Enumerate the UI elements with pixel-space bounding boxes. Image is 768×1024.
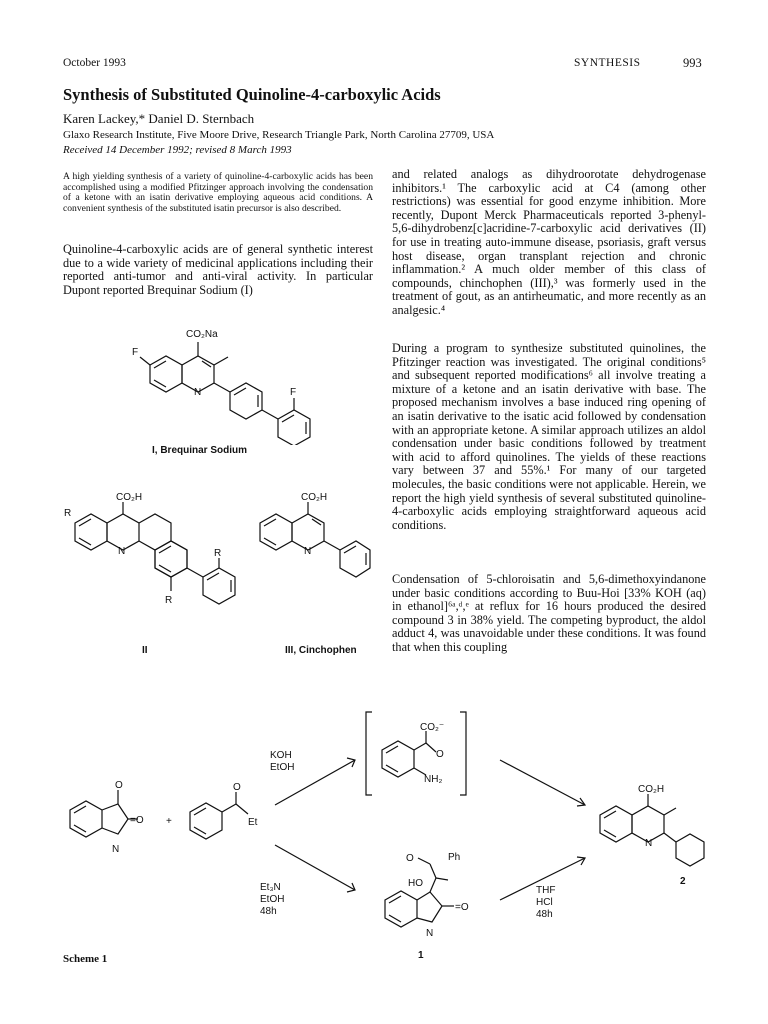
nitrogen-label-1: N xyxy=(194,387,202,398)
hydroxyl-label: HO xyxy=(408,878,423,889)
hcl-label: HCl xyxy=(536,897,553,908)
time2-label: 48h xyxy=(536,909,553,920)
nitrogen-label-III: N xyxy=(304,546,312,557)
ketone-oxygen-label: O xyxy=(233,782,241,793)
scheme-caption: Scheme 1 xyxy=(63,953,108,965)
authors: Karen Lackey,* Daniel D. Sternbach xyxy=(63,111,255,126)
r-label-II-1: R xyxy=(64,508,72,519)
header-journal: SYNTHESIS xyxy=(574,57,641,69)
received-dates: Received 14 December 1992; revised 8 March 1993 xyxy=(63,144,292,156)
aldol-nh-label: N xyxy=(426,928,434,939)
affiliation: Glaxo Research Institute, Five Moore Drive, Research Triangle Park, North Carolina 27709, USA xyxy=(63,129,495,141)
isatin-oxygen-label: O xyxy=(115,780,123,791)
etoh2-label: EtOH xyxy=(260,894,285,905)
right-text-2: During a program to synthesize substituted quinolines, the Pfitzinger reaction was investigated. The original conditions⁵ and subsequent reported modifications⁶ all involve treating a mixture of a ketone and an isatin derivative with base. The proposed mechanism involves a base induced ring opening of an isatin derivative to the isatic acid followed by condensation with an appropriate ketone. A similar approach utilizes an aldol condensation under basic conditions followed by treatment with acid to afford quinolines. The yields of these reactions vary between 37 and 55%.¹ For many of our targeted molecules, the basic conditions were not applicable. Herein, we report the high yield synthesis of several substituted quinoline-4-carboxylic acids employing straightforward aqueous acid conditions. xyxy=(392,341,706,532)
etoh-label: EtOH xyxy=(270,762,295,773)
right-text-1: and related analogs as dihydroorotate dehydrogenase inhibitors.¹ The carboxylic acid at C4 (among other restrictions) was essential for good enzyme inhibition. More recently, Dupont Merck Pharmaceuticals reported 3-phenyl-5,6-dihydrobenz[c]acridine-7-carboxylic acid derivatives (II) for use in treating auto-immune disease, psoriasis, graft versus host disease, organ transplant rejection and chronic inflammation.² A much older member of this class of compounds, chinchophen (III),³ was formerly used in the treatment of gout, as an antirheumatic, and more recently as an analgesic.⁴ xyxy=(392,167,706,317)
abstract-text: A high yielding synthesis of a variety of quinoline-4-carboxylic acids has been accomplished using a modified Pfitzinger approach involving the condensation of a ketone with an isatin derivative employing aqueous acid conditions. A convenient synthesis of the substituted isatin precursor is also described. xyxy=(63,171,373,214)
ketone-o-label: O xyxy=(436,749,444,760)
right-paragraph-3 xyxy=(392,573,706,655)
nitrogen-label-II: N xyxy=(118,546,126,557)
r-label-II-3: R xyxy=(165,595,173,606)
isatin-oxo-label: =O xyxy=(130,815,144,826)
amine-label: NH₂ xyxy=(424,774,443,785)
cinchophen-caption: III, Cinchophen xyxy=(285,645,357,656)
intro-text: Quinoline-4-carboxylic acids are of general synthetic interest due to a wide variety of medicinal applications including their reported anti-tumor and anti-viral activity. In particular Dupont reported Brequinar Sodium (I) xyxy=(63,242,373,297)
et3n-label: Et₃N xyxy=(260,882,281,893)
r-label-II-2: R xyxy=(214,548,222,559)
koh-label: KOH xyxy=(270,750,292,761)
right-paragraph-1 xyxy=(392,168,706,318)
compound-2-label: 2 xyxy=(680,876,686,887)
brequinar-caption: I, Brequinar Sodium xyxy=(152,445,248,456)
thf-label: THF xyxy=(536,885,556,896)
scheme-1-diagram xyxy=(60,700,710,960)
lactam-oxo-label: =O xyxy=(455,902,469,913)
abstract xyxy=(63,172,373,214)
structure-II xyxy=(60,488,250,618)
phenyl-label: Ph xyxy=(448,852,461,863)
plus-sign: + xyxy=(166,816,172,827)
co2h-label-II: CO₂H xyxy=(116,492,143,503)
structure-II-caption: II xyxy=(142,645,148,656)
compound-1-label: 1 xyxy=(418,950,424,960)
time1-label: 48h xyxy=(260,906,277,917)
fluoro-label-1: F xyxy=(132,347,139,358)
isatin-nh-label: N xyxy=(112,844,120,855)
co2h-label-III: CO₂H xyxy=(301,492,328,503)
product-n-label: N xyxy=(645,838,653,849)
aldol-oxygen-label: O xyxy=(406,853,414,864)
header-page-number: 993 xyxy=(683,56,702,70)
intro-paragraph xyxy=(63,243,373,297)
ethyl-label: Et xyxy=(248,817,258,828)
carboxylate-label: CO₂⁻ xyxy=(420,722,445,733)
co2na-label: CO₂Na xyxy=(186,329,218,340)
right-paragraph-2 xyxy=(392,342,706,532)
article-title: Synthesis of Substituted Quinoline-4-carboxylic Acids xyxy=(63,85,441,104)
brequinar-structure xyxy=(120,315,330,445)
header-date: October 1993 xyxy=(63,57,126,69)
product-co2h-label: CO₂H xyxy=(638,784,665,795)
fluoro-label-2: F xyxy=(290,387,297,398)
right-text-3: Condensation of 5-chloroisatin and 5,6-dimethoxyindanone under basic conditions according to Buu-Hoi [33% KOH (aq) in ethanol]⁶ᵃ,ᵈ,ᵉ at reflux for 16 hours produced the desired compound 3 in 38% yield. The competing byproduct, the aldol adduct 4, was unavoidable under these conditions. It was found that when this coupling xyxy=(392,572,706,654)
cinchophen-structure xyxy=(255,488,375,588)
